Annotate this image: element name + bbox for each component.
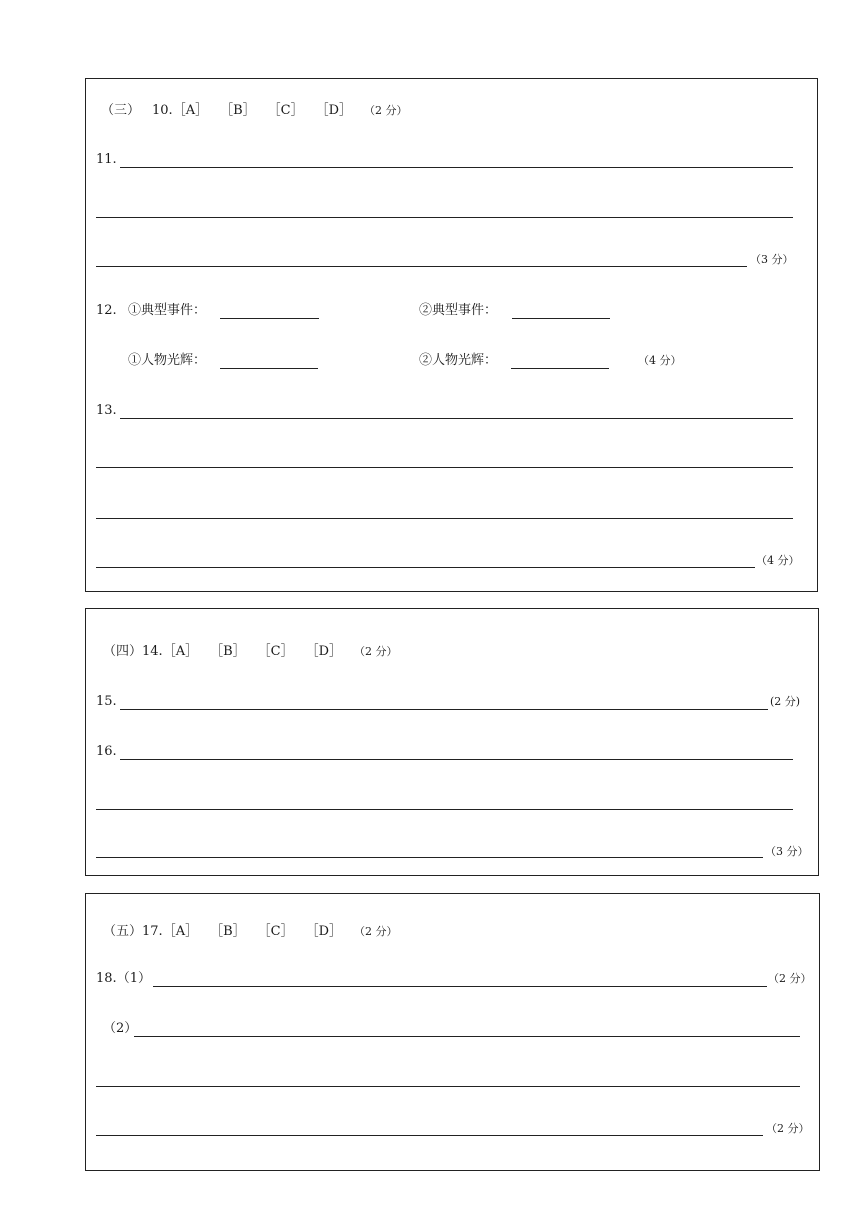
q16-answer-line-2[interactable] <box>96 809 793 810</box>
q18-part-1-line[interactable] <box>153 986 767 987</box>
q16-score: （3 分） <box>765 845 809 858</box>
option-b[interactable]: ［B］ <box>210 644 246 659</box>
option-c[interactable]: ［C］ <box>257 924 294 939</box>
q12-event-1-line[interactable] <box>220 318 319 319</box>
q18-part-2-line-1[interactable] <box>134 1036 800 1037</box>
q15-score: (2 分) <box>770 695 801 708</box>
score-label: （2 分） <box>354 925 398 938</box>
question-number: 10. <box>152 103 173 118</box>
option-a[interactable]: ［A］ <box>162 644 199 659</box>
q18-part-2-label: （2） <box>103 1021 138 1036</box>
q13-answer-line-3[interactable] <box>96 518 793 519</box>
q16-answer-line-3[interactable] <box>96 857 763 858</box>
q18-part-2-line-3[interactable] <box>96 1135 763 1136</box>
q11-answer-line-2[interactable] <box>96 217 793 218</box>
q11-label: 11. <box>96 152 117 167</box>
q18-part-2-line-2[interactable] <box>96 1086 800 1087</box>
question-number: 17. <box>142 924 163 939</box>
section-number: （三） <box>101 103 141 118</box>
section-number: （五） <box>103 924 143 939</box>
q13-answer-line-4[interactable] <box>96 567 755 568</box>
option-a[interactable]: ［A］ <box>172 103 209 118</box>
q12-score: （4 分） <box>638 354 682 367</box>
section-3-header <box>101 103 408 119</box>
option-d[interactable]: ［D］ <box>305 644 343 659</box>
q11-answer-line-1[interactable] <box>120 167 793 168</box>
q16-label: 16. <box>96 744 117 759</box>
score-label: （2 分） <box>364 104 408 117</box>
q13-answer-line-2[interactable] <box>96 467 793 468</box>
q12-trait-2-label: ②人物光辉： <box>419 353 498 368</box>
q11-score: （3 分） <box>750 253 794 266</box>
q18-label <box>96 971 151 987</box>
q18-part-1-label: （1） <box>116 971 151 986</box>
section-5-header <box>103 924 398 940</box>
q13-score: （4 分） <box>756 554 800 567</box>
q12-trait-1-line[interactable] <box>220 368 318 369</box>
option-d[interactable]: ［D］ <box>315 103 353 118</box>
score-label: （2 分） <box>354 645 398 658</box>
option-c[interactable]: ［C］ <box>257 644 294 659</box>
section-3-box <box>85 78 818 592</box>
option-a[interactable]: ［A］ <box>162 924 199 939</box>
q13-label: 13. <box>96 403 117 418</box>
q18-number: 18. <box>96 971 117 986</box>
q16-answer-line-1[interactable] <box>120 759 793 760</box>
question-number: 14. <box>142 644 163 659</box>
option-b[interactable]: ［B］ <box>220 103 256 118</box>
section-number: （四） <box>103 644 143 659</box>
section-4-header <box>103 644 398 660</box>
q11-answer-line-3[interactable] <box>96 266 747 267</box>
q12-trait-1-label: ①人物光辉： <box>128 353 207 368</box>
option-c[interactable]: ［C］ <box>267 103 304 118</box>
q15-label: 15. <box>96 694 117 709</box>
q12-event-2-label: ②典型事件： <box>419 303 498 318</box>
q12-trait-2-line[interactable] <box>511 368 609 369</box>
option-b[interactable]: ［B］ <box>210 924 246 939</box>
q13-answer-line-1[interactable] <box>120 418 793 419</box>
q12-event-2-line[interactable] <box>512 318 610 319</box>
q12-label: 12. <box>96 303 117 318</box>
q15-answer-line[interactable] <box>120 709 768 710</box>
q18-part-1-score: （2 分） <box>768 972 812 985</box>
q12-event-1-label: ①典型事件： <box>128 303 207 318</box>
q18-part-2-score: （2 分） <box>766 1122 810 1135</box>
option-d[interactable]: ［D］ <box>305 924 343 939</box>
